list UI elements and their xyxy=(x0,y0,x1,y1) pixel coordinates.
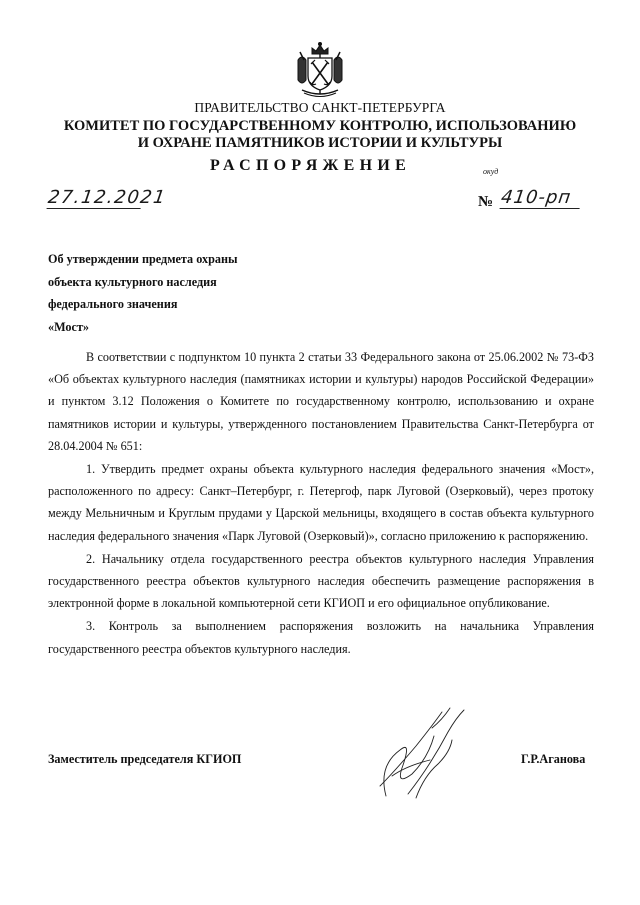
signatory-role: Заместитель председателя КГИОП xyxy=(48,752,242,766)
subject-line1: Об утверждении предмета охраны xyxy=(48,252,238,266)
committee-title-line2: И ОХРАНЕ ПАМЯТНИКОВ ИСТОРИИ И КУЛЬТУРЫ xyxy=(137,135,503,151)
body-item-2: 2. Начальнику отдела государственного реестра объектов культурного наследия Управления государственного реестра объектов культурного наследия обеспечить размещение распоряжения в электронной форме в локальной компьютерной сети КГИОП и его официальное опубликование. xyxy=(48,551,594,611)
subject-line3: федерального значения xyxy=(48,297,178,311)
document-date: 27.12.2021 xyxy=(46,187,168,208)
subject-line2: объекта культурного наследия xyxy=(48,274,217,289)
body-item-1: 1. Утвердить предмет охраны объекта культурного наследия федерального значения «Мост», расположенного по адресу: Санкт–Петербург, г. Петергоф, парк Луговой (Озерковый), через протоку между Мельничным и Круглым прудами у Царской мельницы, входящего в состав объекта культурного наследия федерального значения «Парк Луговой (Озерковый)», согласно приложению к распоряжению. xyxy=(48,462,594,543)
document-type-title: РАСПОРЯЖЕНИЕ xyxy=(210,157,412,174)
government-title: ПРАВИТЕЛЬСТВО САНКТ-ПЕТЕРБУРГА xyxy=(194,100,446,115)
document-number: 410-рп xyxy=(500,188,583,209)
document-number-label: № xyxy=(478,194,494,210)
committee-title xyxy=(0,118,640,152)
committee-title-line1: КОМИТЕТ ПО ГОСУДАРСТВЕННОМУ КОНТРОЛЮ, ИСПОЛЬЗОВАНИЮ xyxy=(63,118,577,134)
body-intro-paragraph: В соответствии с подпунктом 10 пункта 2 статьи 33 Федерального закона от 25.06.2002 № 73-ФЗ «Об объектах культурного наследия (памятниках истории и культуры) народов Российской Федерации» и пунктом 3.12 Положения о Комитете по государственному контролю, использованию и охране памятников истории и культуры, утвержденного постановлением Правительства Санкт-Петербурга от 28.04.2004 № 651: xyxy=(48,350,594,453)
handwritten-signature-icon xyxy=(372,706,484,802)
okud-label: окуд xyxy=(483,167,499,176)
document-body xyxy=(48,346,594,660)
body-item-3: 3. Контроль за выполнением распоряжения возложить на начальника Управления государственного реестра объектов культурного наследия. xyxy=(48,619,594,656)
coat-of-arms-icon xyxy=(294,40,346,98)
document-subject xyxy=(48,248,308,338)
signatory-name: Г.Р.Аганова xyxy=(521,752,586,766)
subject-line4: «Мост» xyxy=(48,319,90,334)
